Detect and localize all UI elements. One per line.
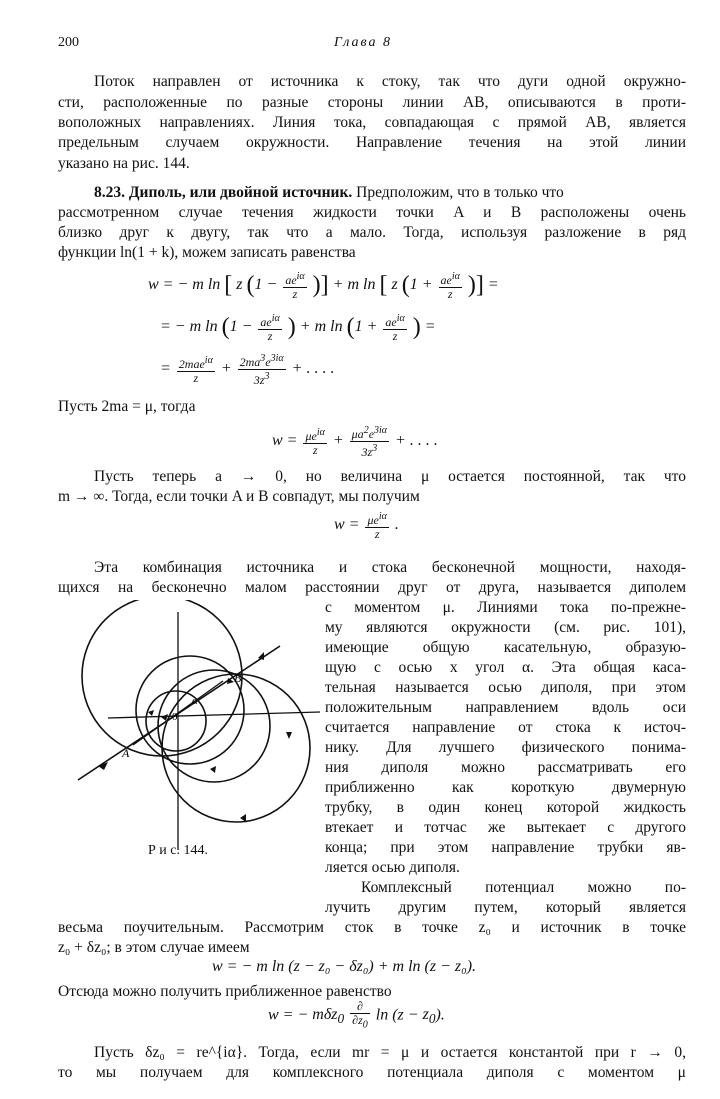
equation-3: = $\frac{2mae^{i\alpha}}{z}$ + $\frac{2ma^3e^{3i\alpha}}{3z^3}$ + . . . . [160, 353, 335, 387]
text-line: m → ∞. Тогда, если точки A и B совпадут, мы получим [58, 488, 420, 505]
streamline-circle-large-right [162, 674, 310, 822]
arrow-mark [210, 766, 216, 773]
text-line: положительным направлением вдоль оси [325, 699, 686, 716]
text-line: z₀ + δz₀; в этом случае имеем [58, 939, 250, 956]
text-line: с моментом μ. Линиями тока по-прежне- [325, 599, 686, 616]
arrow-mark [286, 732, 292, 739]
equation-1: w = − m ln [ z (1 − $\frac{ae^{i\alpha}}{z}$ )] + m ln [ z (1 + $\frac{ae^{i\alpha}}{z}$ )] = [148, 271, 499, 301]
text-line: Отсюда можно получить приближенное равенство [58, 983, 392, 1000]
section-title: Диполь, или двойной источник. [128, 184, 353, 201]
figure-caption: Р и с. 144. [148, 843, 208, 858]
equation-6: w = − m ln (z − z₀ − δz₀) + m ln (z − z₀). [212, 958, 477, 975]
arrow-mark [240, 814, 246, 822]
label-alpha: α [192, 695, 198, 707]
equation-4: w = $\frac{\mu e^{i\alpha}}{z}$ + $\frac{\mu a^2e^{3i\alpha}}{3z^3}$ + . . . . [272, 425, 438, 459]
x-axis [108, 712, 320, 718]
text-line: ляется осью диполя. [325, 859, 460, 876]
text-line: лучить другим путем, который является [325, 899, 686, 916]
text-line: трубку, в один конец которой жидкость [325, 799, 686, 816]
text-line: конца; при этом направление трубки яв- [325, 839, 686, 856]
text-line: ния диполя можно рассматривать его [325, 759, 686, 776]
running-head: Глава 8 [334, 35, 392, 50]
text-line: му являются окружности (см. рис. 101), [325, 619, 686, 636]
text-line: имеющие общую касательную, образую- [325, 639, 686, 656]
text-line: Поток направлен от источника к стоку, так что дуги одной окружно- [94, 73, 686, 90]
arrow-mark [258, 652, 264, 660]
text-line: щую с осью x угол α. Эта общая каса- [325, 659, 686, 676]
text-line: Пусть δz₀ = re^{iα}. Тогда, если mr = μ и остается константой при r → 0, [94, 1044, 686, 1061]
figure-144 [58, 600, 320, 850]
equation-7: w = − mδz$_0$ $\frac{\partial}{\partial z_0}$ $\ln (z - z_0)$. [268, 999, 445, 1031]
text-line: тельная называется осью диполя, при этом [325, 679, 686, 696]
section-heading-line [94, 184, 686, 202]
text-line: близко друг к двугу, так что a мало. Тогда, используя разложение в ряд [58, 224, 686, 241]
text-line: Эта комбинация источника и стока бесконечной мощности, находя- [94, 559, 686, 576]
let-text: Пусть 2ma = μ, тогда [58, 398, 196, 415]
text-line: рассмотренном случае течения жидкости точки A и B расположены очень [58, 204, 686, 221]
text-line: щихся на бесконечно малом расстоянии друг от друга, называется диполем [58, 579, 686, 596]
section-number: 8.23. [94, 184, 125, 201]
equation-5: w = $\frac{\mu e^{i\alpha}}{z}$ . [334, 511, 399, 541]
text-line: приближенно как короткую двумерную [325, 779, 686, 796]
arrow-mark [148, 710, 154, 716]
text-line: нику. Для лучшего физического понима- [325, 739, 686, 756]
text-line: Комплексный потенциал можно по- [361, 879, 686, 896]
text-line: функции ln(1 + k), можем записать равенства [58, 244, 356, 261]
page-number: 200 [58, 35, 79, 50]
label-B: B [234, 671, 242, 685]
text-line: Предположим, что в только что [356, 184, 564, 201]
equation-2: = − m ln (1 − $\frac{ae^{i\alpha}}{z}$ ) + m ln (1 + $\frac{ae^{i\alpha}}{z}$ ) = [160, 313, 436, 343]
text-line: Пусть теперь a → 0, но величина μ остается постоянной, так что [94, 468, 686, 485]
text-line: сти, расположенные по разные стороны линии AB, описываются в проти- [58, 94, 686, 111]
text-line: воположных направлениях. Линия тока, совпадающая с прямой AB, является [58, 114, 686, 131]
text-line: считается направление от стока к источ- [325, 719, 686, 736]
label-O: 0 [172, 711, 178, 723]
text-line: указано на рис. 144. [58, 155, 190, 172]
label-A: A [122, 746, 130, 760]
text-line: то мы получаем для комплексного потенциала диполя с моментом μ [58, 1064, 686, 1081]
streamline-circle-large-left [82, 600, 242, 756]
text-line: предельным случаем окружности. Направление течения на этой линии [58, 134, 686, 151]
text-line: весьма поучительным. Рассмотрим сток в точке z₀ и источник в точке [58, 919, 686, 936]
text-line: втекает и тотчас же вытекает с другого [325, 819, 686, 836]
